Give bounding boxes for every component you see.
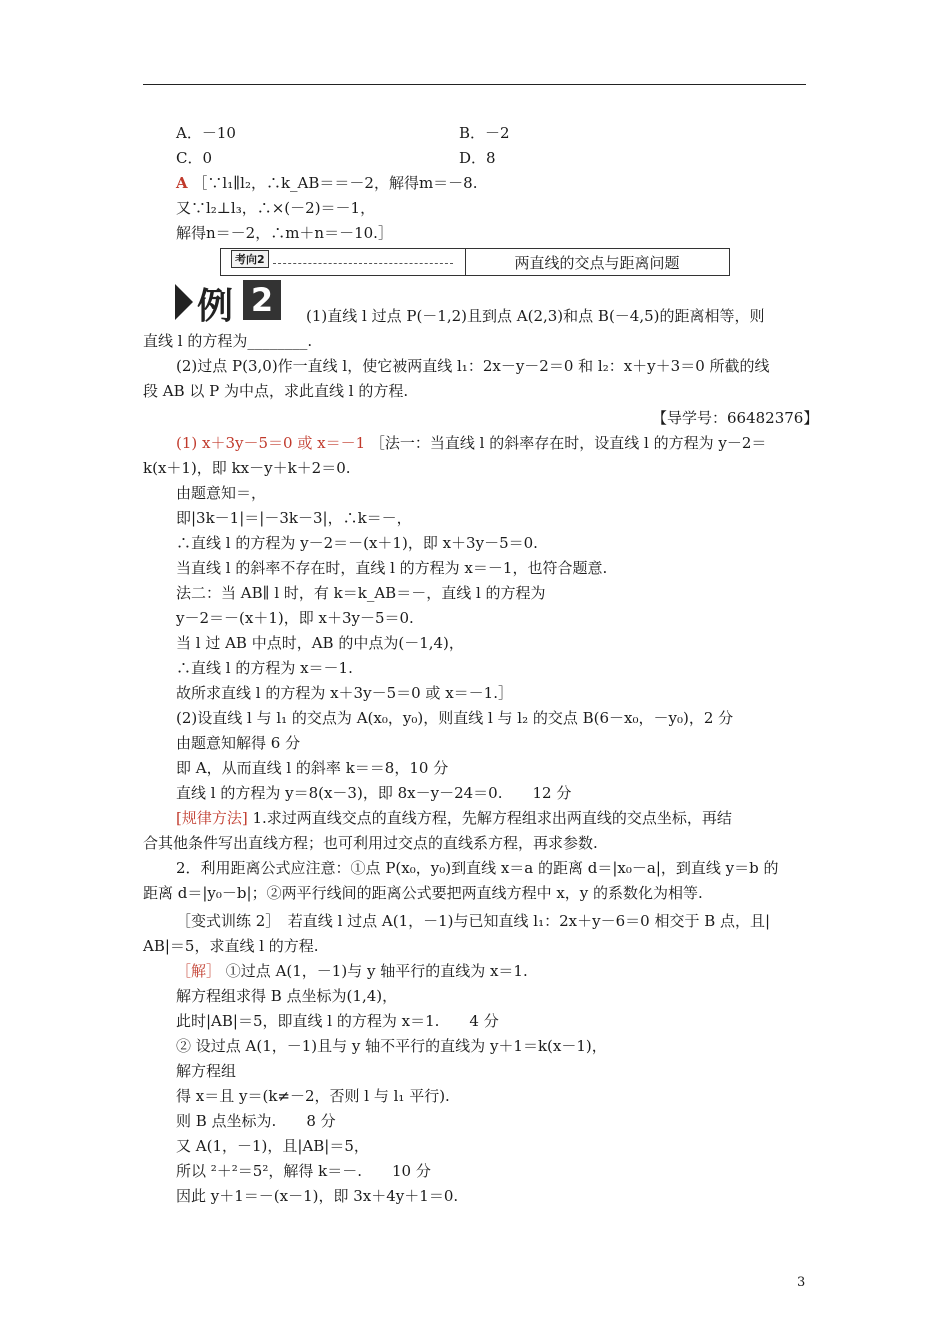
vsolution-line1 <box>176 960 528 982</box>
banner-arrow-icon <box>175 284 193 320</box>
example-banner <box>175 276 291 326</box>
vsolution-line8: 又 A(1，－1)，且|AB|＝5， <box>176 1137 369 1155</box>
solution-line1 <box>176 432 766 454</box>
vsolution-line7: 则 B 点坐标为. 8 分 <box>176 1112 336 1130</box>
vsolution-line9: 所以 ²＋²＝5²，解得 k＝－. 10 分 <box>176 1162 431 1180</box>
page-number: 3 <box>797 1275 806 1290</box>
option-c: C．0 <box>176 149 213 167</box>
answer1-line1 <box>176 172 478 194</box>
option-d: D．8 <box>459 149 496 167</box>
solution-line14: 即 A，从而直线 l 的斜率 k＝＝8，10 分 <box>176 759 449 777</box>
topic-tag: 考向2 <box>231 250 269 268</box>
answer-letter: A <box>176 174 188 192</box>
example-char: 例 <box>197 286 234 327</box>
variant-line1: ［变式训练 2］ 若直线 l 过点 A(1，－1)与已知直线 l₁：2x＋y－6＝0 相交于 B 点，且| <box>176 912 771 930</box>
question1-line2: 直线 l 的方程为________. <box>143 332 313 350</box>
solution-line10: ∴直线 l 的方程为 x＝－1. <box>176 659 353 677</box>
answer1-line3: 解得n＝－2，∴m＋n＝－10.］ <box>176 224 393 242</box>
solution-line12: (2)设直线 l 与 l₁ 的交点为 A(x₀，y₀)，则直线 l 与 l₂ 的交点 B(6－x₀，－y₀)，2 分 <box>176 709 734 727</box>
solution-line4: 即|3k－1|＝|－3k－3|，∴k＝－， <box>176 509 412 527</box>
topic-dashes <box>273 263 453 264</box>
solution-line11: 故所求直线 l 的方程为 x＋3y－5＝0 或 x＝－1.］ <box>176 684 513 702</box>
guide-number: 【导学号：66482376】 <box>652 409 819 427</box>
vsolution-line5: 解方程组 <box>176 1062 237 1080</box>
method-line2: 合其他条件写出直线方程；也可利用过交点的直线系方程，再求参数. <box>143 834 598 852</box>
solution-line13: 由题意知解得 6 分 <box>176 734 301 752</box>
option-b: B．－2 <box>459 124 510 142</box>
vsolution-line6: 得 x＝且 y＝(k≠－2，否则 l 与 l₁ 平行). <box>176 1087 450 1105</box>
question2-line2: 段 AB 以 P 为中点，求此直线 l 的方程. <box>143 382 409 400</box>
solution-line2: k(x＋1)，即 kx－y＋k＋2＝0. <box>143 459 351 477</box>
topic-title: 两直线的交点与距离问题 <box>514 254 680 272</box>
answer1-line2: 又∵l₂⊥l₃，∴×(－2)＝－1， <box>176 199 376 217</box>
method-line1 <box>176 807 732 829</box>
method-line3: 2．利用距离公式应注意：①点 P(x₀，y₀)到直线 x＝a 的距离 d＝|x₀－a|，到直线 y＝b 的 <box>176 859 779 877</box>
topic-box <box>220 248 730 276</box>
vsolution-text1: ①过点 A(1，－1)与 y 轴平行的直线为 x＝1. <box>225 962 528 980</box>
method-text1: 1.求过两直线交点的直线方程，先解方程组求出两直线的交点坐标，再结 <box>252 809 732 827</box>
vsolution-line3: 此时|AB|＝5，即直线 l 的方程为 x＝1. 4 分 <box>176 1012 499 1030</box>
question1-line1: (1)直线 l 过点 P(－1,2)且到点 A(2,3)和点 B(－4,5)的距离相等，则 <box>306 307 765 325</box>
method-line4: 距离 d＝|y₀－b|；②两平行线间的距离公式要把两直线方程中 x，y 的系数化为相等. <box>143 884 703 902</box>
question2-line1: (2)过点 P(3,0)作一直线 l，使它被两直线 l₁：2x－y－2＝0 和 l₂：x＋y＋3＝0 所截的线 <box>176 357 770 375</box>
solution-line9: 当 l 过 AB 中点时，AB 的中点为(－1,4)， <box>176 634 464 652</box>
example-number: 2 <box>243 280 281 320</box>
solution-line8: y－2＝－(x＋1)，即 x＋3y－5＝0. <box>176 609 414 627</box>
option-a: A．－10 <box>176 124 236 142</box>
vsolution-line10: 因此 y＋1＝－(x－1)，即 3x＋4y＋1＝0. <box>176 1187 459 1205</box>
header-rule <box>143 84 806 85</box>
solution-line3: 由题意知＝， <box>176 484 267 502</box>
solution-line7: 法二：当 AB∥ l 时，有 k＝k_AB＝－，直线 l 的方程为 <box>176 584 546 602</box>
solution-text1: ［法一：当直线 l 的斜率存在时，设直线 l 的方程为 y－2＝ <box>369 434 767 452</box>
vsolution-tag: ［解］ <box>176 962 222 980</box>
method-tag: [规律方法] <box>176 809 248 827</box>
answer1-text1: ［∵l₁∥l₂，∴k_AB＝＝－2，解得m＝－8. <box>192 174 478 192</box>
solution-line15: 直线 l 的方程为 y＝8(x－3)，即 8x－y－24＝0. 12 分 <box>176 784 572 802</box>
solution-answer: (1) x＋3y－5＝0 或 x＝－1 <box>176 434 366 452</box>
vsolution-line4: ② 设过点 A(1，－1)且与 y 轴不平行的直线为 y＋1＝k(x－1)， <box>176 1037 607 1055</box>
solution-line6: 当直线 l 的斜率不存在时，直线 l 的方程为 x＝－1，也符合题意. <box>176 559 608 577</box>
vsolution-line2: 解方程组求得 B 点坐标为(1,4)， <box>176 987 398 1005</box>
solution-line5: ∴直线 l 的方程为 y－2＝－(x＋1)，即 x＋3y－5＝0. <box>176 534 538 552</box>
variant-line2: AB|＝5，求直线 l 的方程. <box>143 937 319 955</box>
